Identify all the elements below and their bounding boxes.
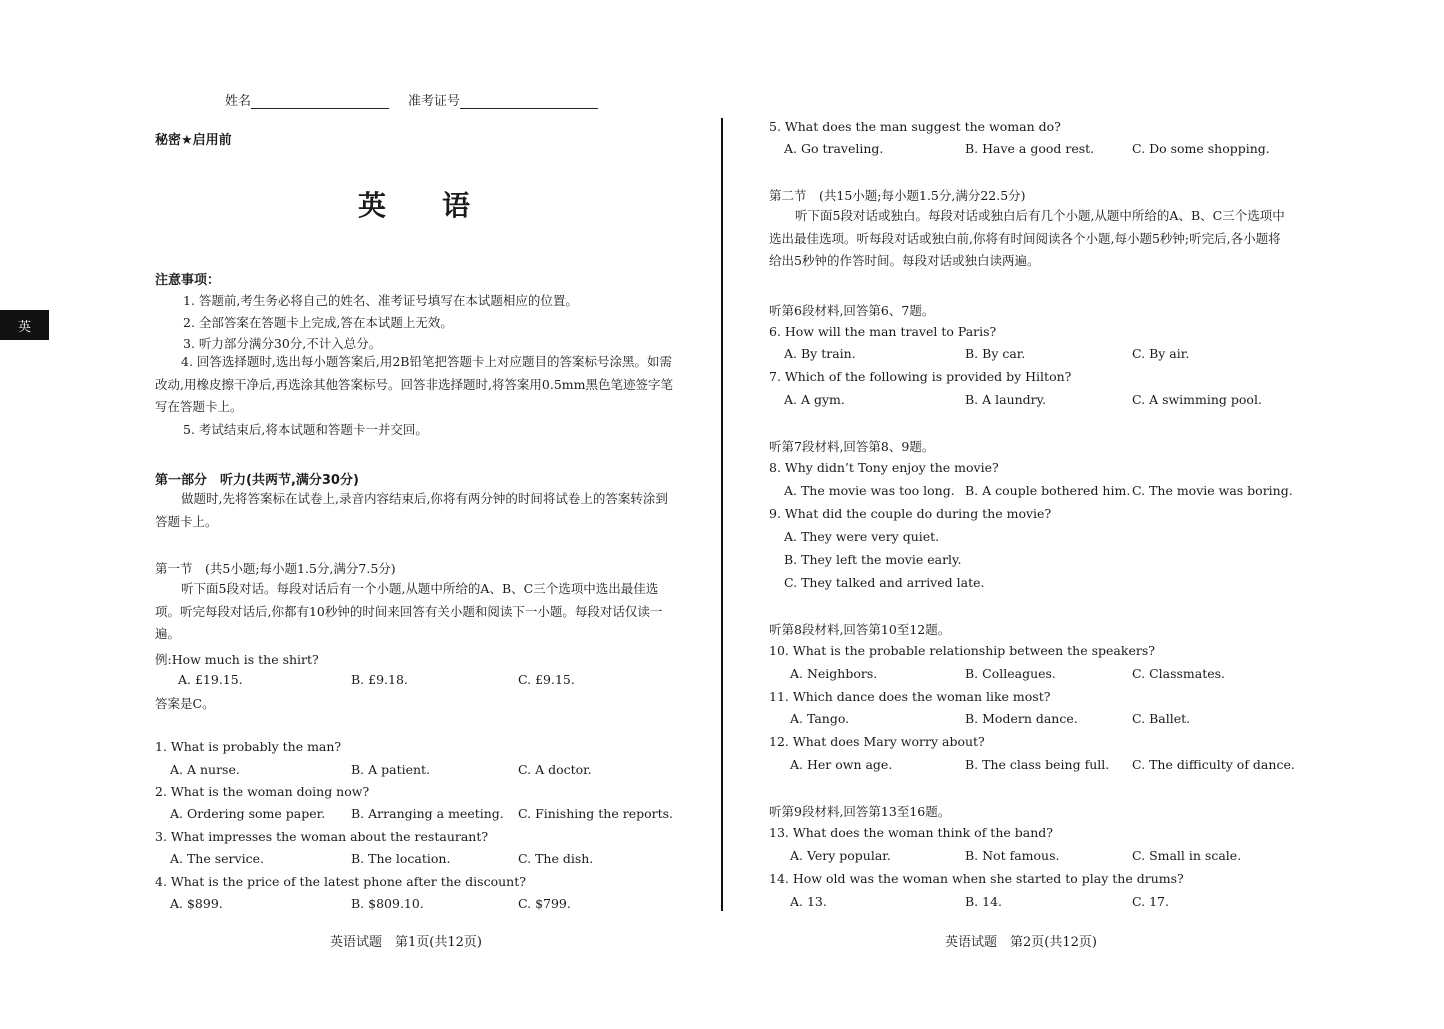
part1-heading: 第一部分 听力(共两节,满分30分) — [155, 473, 359, 488]
option: B. The class being full. — [965, 757, 1110, 772]
question: 1. What is probably the man? — [155, 739, 342, 754]
option: A. $899. — [170, 896, 223, 911]
question: 7. Which of the following is provided by Hilton? — [769, 369, 1072, 384]
notice-item: 3. 听力部分满分30分,不计入总分。 — [183, 336, 382, 351]
notice-item: 2. 全部答案在答题卡上完成,答在本试题上无效。 — [183, 315, 453, 330]
question: 3. What impresses the woman about the restaurant? — [155, 829, 489, 844]
section2-intro-text: 听下面5段对话或独白。每段对话或独白后有几个小题,从题中所给的A、B、C三个选项中选出最佳选项。听每段对话或独白前,你将有时间阅读各个小题,每小题5秒钟;听完后,各小题将给出5秒钟的作答时间。每段对话或独白读两遍。 — [769, 208, 1285, 268]
confidential-label: 秘密★启用前 — [155, 133, 232, 148]
notice-heading: 注意事项： — [155, 273, 221, 288]
option: B. A couple bothered him. — [965, 483, 1131, 498]
option: A. 13. — [790, 894, 827, 909]
option: C. A doctor. — [518, 762, 592, 777]
option: B. 14. — [965, 894, 1003, 909]
option: B. Colleagues. — [965, 666, 1056, 681]
option: C. Finishing the reports. — [518, 806, 674, 821]
section2-heading: 第二节 (共15小题;每小题1.5分,满分22.5分) — [769, 188, 1026, 203]
question: 5. What does the man suggest the woman do? — [769, 119, 1061, 134]
section1-intro-text: 听下面5段对话。每段对话后有一个小题,从题中所给的A、B、C三个选项中选出最佳选项。听完每段对话后,你都有10秒钟的时间来回答有关小题和阅读下一小题。每段对话仅读一遍。 — [155, 581, 663, 641]
notice-item: 1. 答题前,考生务必将自己的姓名、准考证号填写在本试题相应的位置。 — [183, 293, 578, 308]
subject-side-tab — [0, 310, 49, 340]
option: B. A laundry. — [965, 392, 1047, 407]
name-blank — [251, 94, 389, 109]
option: C. $799. — [518, 896, 571, 911]
option: A. The service. — [170, 851, 264, 866]
question: 6. How will the man travel to Paris? — [769, 324, 997, 339]
option: A. They were very quiet. — [784, 529, 940, 544]
option: A. Ordering some paper. — [170, 806, 326, 821]
option: B. $809.10. — [351, 896, 424, 911]
option: C. They talked and arrived late. — [784, 575, 985, 590]
example-question: 例:How much is the shirt? — [155, 652, 319, 667]
option: C. The movie was boring. — [1132, 483, 1293, 498]
option: B. Have a good rest. — [965, 141, 1095, 156]
option: C. The dish. — [518, 851, 594, 866]
question: 12. What does Mary worry about? — [769, 734, 985, 749]
footer-page-2: 英语试题 第2页(共12页) — [945, 935, 1097, 950]
question: 10. What is the probable relationship between the speakers? — [769, 643, 1155, 658]
option: A. Go traveling. — [784, 141, 884, 156]
option: A. A nurse. — [170, 762, 240, 777]
option: A. By train. — [784, 346, 856, 361]
option: C. Classmates. — [1132, 666, 1226, 681]
option: A. Her own age. — [790, 757, 893, 772]
section1-intro — [155, 578, 675, 646]
exam-id-blank — [460, 94, 598, 109]
notice-item: 5. 考试结束后,将本试题和答题卡一并交回。 — [183, 422, 428, 437]
option: A. The movie was too long. — [784, 483, 955, 498]
subject-side-tab-label: 英 — [17, 319, 31, 335]
exam-id-field — [408, 90, 598, 109]
example-option: B. £9.18. — [351, 672, 408, 687]
part1-intro-text: 做题时,先将答案标在试卷上,录音内容结束后,你将有两分钟的时间将试卷上的答案转涂到答题卡上。 — [155, 491, 668, 529]
column-divider — [721, 118, 723, 911]
option: A. Neighbors. — [790, 666, 878, 681]
option: A. Very popular. — [790, 848, 891, 863]
notice-item-4-text: 4. 回答选择题时,选出每小题答案后,用2B铅笔把答题卡上对应题目的答案标号涂黑。如需改动,用橡皮擦干净后,再选涂其他答案标号。回答非选择题时,将答案用0.5mm黑色笔迹签字笔写在答题卡上。 — [155, 354, 674, 414]
option: B. They left the movie early. — [784, 552, 962, 567]
option: C. Small in scale. — [1132, 848, 1242, 863]
example-option: A. £19.15. — [178, 672, 243, 687]
option: C. By air. — [1132, 346, 1190, 361]
option: B. Not famous. — [965, 848, 1060, 863]
option: C. Ballet. — [1132, 711, 1191, 726]
question: 13. What does the woman think of the band? — [769, 825, 1053, 840]
question: 11. Which dance does the woman like most? — [769, 689, 1051, 704]
option: A. A gym. — [784, 392, 845, 407]
option: A. Tango. — [790, 711, 850, 726]
question: 8. Why didn’t Tony enjoy the movie? — [769, 460, 999, 475]
option: C. A swimming pool. — [1132, 392, 1262, 407]
section2-intro — [769, 205, 1289, 273]
section1-heading: 第一节 (共5小题;每小题1.5分,满分7.5分) — [155, 561, 396, 576]
option: B. By car. — [965, 346, 1026, 361]
notice-item-4 — [155, 351, 675, 419]
option: C. The difficulty of dance. — [1132, 757, 1295, 772]
option: C. 17. — [1132, 894, 1169, 909]
option: B. A patient. — [351, 762, 431, 777]
material-heading: 听第9段材料,回答第13至16题。 — [769, 804, 951, 819]
example-answer: 答案是C。 — [155, 696, 215, 711]
question: 2. What is the woman doing now? — [155, 784, 370, 799]
name-field — [225, 90, 389, 109]
question: 9. What did the couple do during the movie? — [769, 506, 1052, 521]
option: B. Modern dance. — [965, 711, 1078, 726]
material-heading: 听第7段材料,回答第8、9题。 — [769, 439, 935, 454]
question: 4. What is the price of the latest phone after the discount? — [155, 874, 526, 889]
footer-page-1: 英语试题 第1页(共12页) — [330, 935, 482, 950]
material-heading: 听第6段材料,回答第6、7题。 — [769, 303, 935, 318]
name-label: 姓名 — [225, 94, 252, 109]
part1-intro — [155, 488, 675, 533]
material-heading: 听第8段材料,回答第10至12题。 — [769, 622, 951, 637]
example-option: C. £9.15. — [518, 672, 575, 687]
option: B. Arranging a meeting. — [351, 806, 504, 821]
question: 14. How old was the woman when she started to play the drums? — [769, 871, 1184, 886]
option: B. The location. — [351, 851, 451, 866]
option: C. Do some shopping. — [1132, 141, 1270, 156]
exam-id-label: 准考证号 — [408, 94, 461, 109]
page-title: 英 语 — [358, 189, 471, 222]
